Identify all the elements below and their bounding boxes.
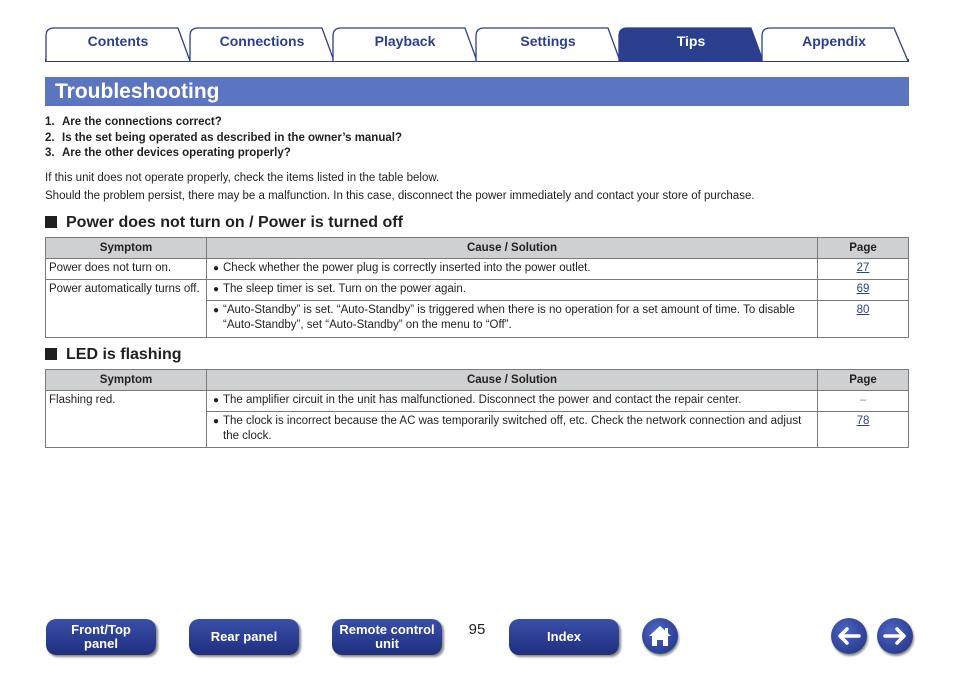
checklist-number: 1.	[45, 116, 55, 128]
intro-line: If this unit does not operate properly, check the items listed in the table below.	[45, 172, 440, 184]
power-troubleshooting-table	[45, 237, 909, 338]
table-header-row	[46, 370, 909, 391]
tab-label: Tips	[676, 33, 706, 49]
bullet-icon: ●	[213, 284, 220, 295]
tab-appendix[interactable]	[761, 27, 907, 61]
section-heading-led	[45, 345, 182, 365]
cause-text: “Auto-Standby” is set. “Auto-Standby” is triggered when there is no operation for a set amount of time. To disable “Auto-Standby”, set “Auto-Standby” on the menu to “Off”.	[223, 304, 795, 331]
tab-playback[interactable]	[332, 27, 478, 61]
cause-cell	[207, 301, 818, 338]
button-label	[71, 623, 131, 651]
tab-label: Playback	[374, 33, 436, 49]
tab-tips[interactable]	[618, 27, 764, 61]
page-dash: –	[859, 394, 867, 406]
page-cell	[818, 259, 909, 280]
bullet-icon: ●	[213, 305, 220, 316]
page-cell	[818, 280, 909, 301]
page-link[interactable]: 69	[856, 283, 870, 295]
table-row	[46, 280, 909, 301]
page-link[interactable]: 80	[856, 304, 870, 316]
section-heading-text: Power does not turn on / Power is turned off	[66, 214, 403, 231]
page-number: 95	[468, 621, 486, 638]
cause-text: The sleep timer is set. Turn on the power again.	[223, 283, 466, 295]
tab-label: Appendix	[802, 33, 866, 49]
forward-button[interactable]	[877, 618, 913, 654]
bullet-icon: ●	[213, 395, 220, 406]
checklist-number: 3.	[45, 147, 55, 159]
header-page: Page	[818, 238, 909, 259]
checklist-item	[45, 146, 402, 162]
tab-settings[interactable]	[475, 27, 621, 61]
tab-label: Connections	[219, 33, 305, 49]
checklist-text: Are the connections correct?	[62, 116, 222, 128]
header-cause: Cause / Solution	[207, 370, 818, 391]
cause-text: The clock is incorrect because the AC was temporarily switched off, etc. Check the network connection and adjust the clock.	[223, 415, 802, 442]
table-row	[46, 391, 909, 412]
tab-label: Settings	[520, 33, 576, 49]
button-label	[339, 623, 434, 651]
page-cell	[818, 412, 909, 448]
front-top-panel-button[interactable]	[46, 619, 156, 655]
button-label: Rear panel	[210, 629, 278, 644]
home-button[interactable]	[642, 618, 678, 654]
title-bar	[45, 77, 909, 106]
symptom-cell: Power automatically turns off.	[46, 280, 207, 338]
bullet-icon: ●	[213, 263, 220, 274]
header-page: Page	[818, 370, 909, 391]
button-label-line: Remote control	[339, 622, 435, 637]
table-row	[46, 259, 909, 280]
checklist	[45, 115, 402, 162]
symptom-cell: Power does not turn on.	[46, 259, 207, 280]
button-label-line: Front/Top	[71, 622, 131, 637]
page-title: Troubleshooting	[55, 80, 220, 103]
page-cell	[818, 391, 909, 412]
rear-panel-button[interactable]	[189, 619, 299, 655]
tab-connections[interactable]	[189, 27, 335, 61]
checklist-item	[45, 131, 402, 147]
cause-text: Check whether the power plug is correctly inserted into the power outlet.	[223, 262, 591, 274]
square-bullet-icon	[45, 216, 57, 228]
page-link[interactable]: 27	[856, 262, 870, 274]
header-symptom: Symptom	[46, 370, 207, 391]
cause-text: The amplifier circuit in the unit has malfunctioned. Disconnect the power and contact the repair center.	[223, 394, 742, 406]
header-cause: Cause / Solution	[207, 238, 818, 259]
checklist-item	[45, 115, 402, 131]
page-link[interactable]: 78	[856, 415, 870, 427]
button-label-line: unit	[375, 636, 399, 651]
checklist-number: 2.	[45, 131, 55, 144]
back-button[interactable]	[831, 618, 867, 654]
header-symptom: Symptom	[46, 238, 207, 259]
arrow-right-icon	[877, 618, 913, 654]
button-label-line: panel	[84, 636, 118, 651]
home-icon	[642, 618, 678, 654]
intro-line: Should the problem persist, there may be a malfunction. In this case, disconnect the power immediately and contact your store of purchase.	[45, 190, 755, 202]
arrow-left-icon	[831, 618, 867, 654]
cause-cell	[207, 280, 818, 301]
page-cell	[818, 301, 909, 338]
button-label: Index	[547, 629, 581, 644]
checklist-text: Are the other devices operating properly?	[62, 147, 291, 159]
cause-cell	[207, 391, 818, 412]
symptom-cell: Flashing red.	[46, 391, 207, 448]
tab-contents[interactable]	[45, 27, 191, 61]
tab-bar	[45, 27, 909, 63]
intro-text	[45, 169, 755, 205]
led-troubleshooting-table	[45, 369, 909, 448]
cause-cell	[207, 412, 818, 448]
remote-control-unit-button[interactable]	[332, 619, 442, 655]
section-heading-text: LED is flashing	[66, 346, 182, 363]
checklist-text: Is the set being operated as described in the owner’s manual?	[62, 131, 402, 144]
table-header-row	[46, 238, 909, 259]
section-heading-power	[45, 213, 403, 233]
tab-label: Contents	[87, 33, 149, 49]
square-bullet-icon	[45, 348, 57, 360]
index-button[interactable]	[509, 619, 619, 655]
bullet-icon: ●	[213, 416, 220, 427]
cause-cell	[207, 259, 818, 280]
